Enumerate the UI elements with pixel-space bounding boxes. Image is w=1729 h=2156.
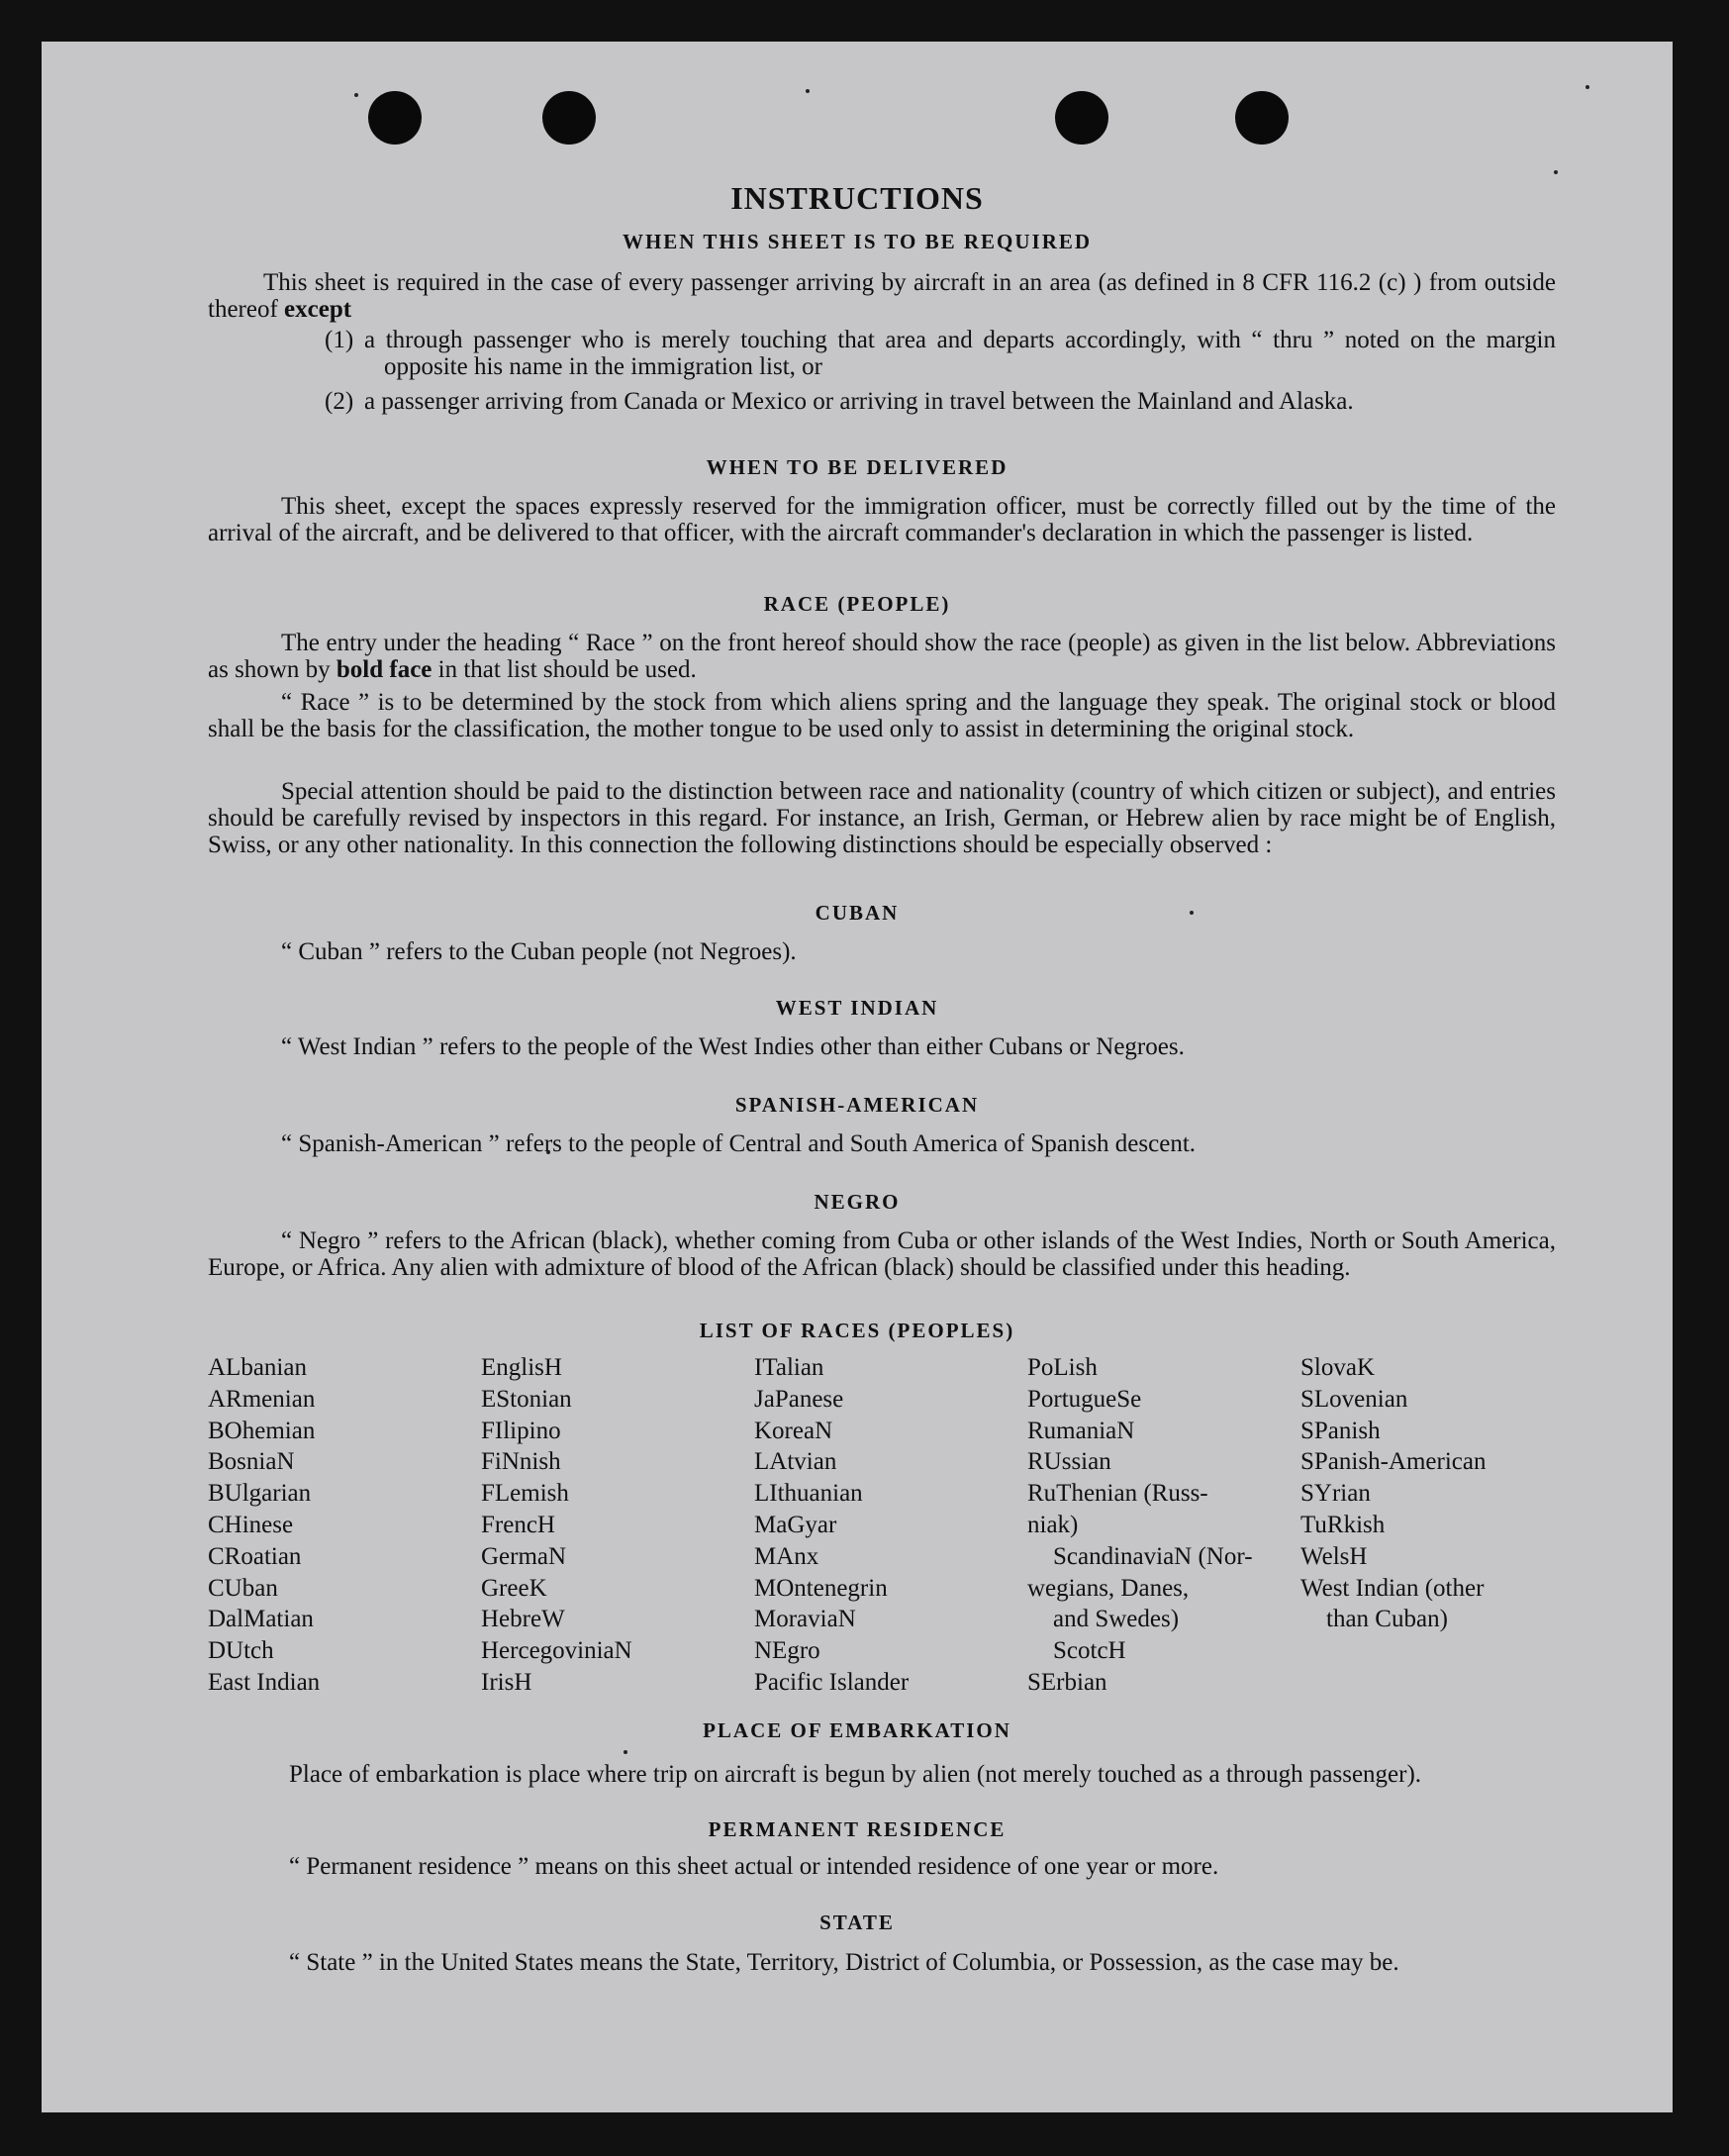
race-item: WelsH xyxy=(1300,1542,1368,1570)
negro-text: “ Negro ” refers to the African (black), whether coming from Cuba or other islands of the West Indies, North or South America, Europe, or Africa. Any alien with admixture of blood of the African (black) should be classified under this heading. xyxy=(208,1227,1556,1281)
speck xyxy=(1585,85,1589,89)
race-item: LIthuanian xyxy=(754,1480,863,1508)
state-text: “ State ” in the United States means the State, Territory, District of Columbia, or Possession, as the case may be. xyxy=(289,1949,1399,1976)
permanent-residence-text: “ Permanent residence ” means on this sheet actual or intended residence of one year or more. xyxy=(289,1853,1219,1880)
race-item: Pacific Islander xyxy=(754,1668,910,1696)
race-item: CUban xyxy=(208,1574,278,1602)
exception-1-number: (1) xyxy=(325,327,354,353)
race-para-1-b: in that list should be used. xyxy=(437,656,697,683)
race-para-2: “ Race ” is to be determined by the stock from which aliens spring and the language they speak. The original stock or blood shall be the basis for the classification, the mother tongue to be used only to assist in determining the original stock. xyxy=(208,689,1556,742)
heading-permanent-residence: PERMANENT RESIDENCE xyxy=(708,1817,1007,1841)
exception-2 xyxy=(325,388,1556,415)
race-item: niak) xyxy=(1027,1511,1079,1538)
race-item: HercegoviniaN xyxy=(481,1637,632,1665)
race-item: MAnx xyxy=(754,1542,819,1570)
race-item: PoLish xyxy=(1027,1354,1098,1381)
race-item: JaPanese xyxy=(754,1385,844,1413)
race-item: West Indian (other xyxy=(1300,1574,1485,1602)
race-item: RumaniaN xyxy=(1027,1417,1135,1444)
race-item: East Indian xyxy=(208,1668,321,1696)
race-item: SPanish xyxy=(1300,1417,1381,1444)
race-item: MaGyar xyxy=(754,1511,837,1538)
race-item: GermaN xyxy=(481,1542,567,1570)
race-item: MOntenegrin xyxy=(754,1574,888,1602)
heading-race: RACE (PEOPLE) xyxy=(763,592,951,616)
race-item: SlovaK xyxy=(1300,1354,1375,1381)
punch-hole xyxy=(542,91,596,145)
races-column-4 xyxy=(1027,1352,1253,1699)
when-required-body: This sheet is required in the case of every passenger arriving by aircraft in an area (as defined in 8 CFR 116.2 (c) ) from outside thereof xyxy=(208,269,1556,323)
race-item: PortugueSe xyxy=(1027,1385,1142,1413)
heading-place-of-embarkation: PLACE OF EMBARKATION xyxy=(703,1718,1011,1742)
race-item: SYrian xyxy=(1300,1480,1371,1508)
west-indian-text: “ West Indian ” refers to the people of the West Indies other than either Cubans or Negroes. xyxy=(281,1033,1185,1060)
races-column-3 xyxy=(754,1352,909,1699)
race-item: EnglisH xyxy=(481,1354,562,1381)
heading-when-delivered: WHEN TO BE DELIVERED xyxy=(706,455,1009,479)
race-item: FiNnish xyxy=(481,1448,561,1476)
race-item: GreeK xyxy=(481,1574,547,1602)
race-item: MoraviaN xyxy=(754,1606,856,1633)
heading-negro: NEGRO xyxy=(814,1190,901,1214)
race-item: HebreW xyxy=(481,1606,565,1633)
heading-when-required: WHEN THIS SHEET IS TO BE REQUIRED xyxy=(622,230,1093,253)
page-title: INSTRUCTIONS xyxy=(730,180,984,216)
race-item: BosniaN xyxy=(208,1448,295,1476)
exception-1-text: a through passenger who is merely touching that area and departs accordingly, with “ thru ” noted on the margin opposite his name in the immigration list, or xyxy=(364,327,1556,380)
exception-2-number: (2) xyxy=(325,388,354,415)
race-item: ARmenian xyxy=(208,1385,316,1413)
speck xyxy=(354,93,358,97)
race-item: IrisH xyxy=(481,1668,532,1696)
race-item: RuThenian (Russ- xyxy=(1027,1480,1208,1508)
instruction-sheet xyxy=(42,42,1673,2112)
punch-hole xyxy=(1055,91,1108,145)
race-item: CHinese xyxy=(208,1511,294,1538)
race-item: EStonian xyxy=(481,1385,572,1413)
exception-2-text: a passenger arriving from Canada or Mexico or arriving in travel between the Mainland and Alaska. xyxy=(364,388,1354,415)
race-item: FLemish xyxy=(481,1480,569,1508)
race-item: TuRkish xyxy=(1300,1511,1386,1538)
race-item: DalMatian xyxy=(208,1606,314,1633)
race-item: ALbanian xyxy=(208,1354,307,1381)
race-item: SPanish-American xyxy=(1300,1448,1487,1476)
race-item: ITalian xyxy=(754,1354,824,1381)
heading-state: STATE xyxy=(819,1911,895,1934)
heading-west-indian: WEST INDIAN xyxy=(775,996,939,1020)
race-item: BOhemian xyxy=(208,1417,316,1444)
race-item: FIlipino xyxy=(481,1417,561,1444)
heading-cuban: CUBAN xyxy=(815,901,900,925)
except-word: except xyxy=(284,296,352,323)
race-item: SErbian xyxy=(1027,1668,1107,1696)
embarkation-text: Place of embarkation is place where trip on aircraft is begun by alien (not merely touched as a through passenger). xyxy=(289,1761,1422,1788)
speck xyxy=(806,89,810,93)
race-item: RUssian xyxy=(1027,1448,1111,1476)
race-item: DUtch xyxy=(208,1637,274,1665)
race-item: and Swedes) xyxy=(1053,1606,1180,1633)
spanish-american-text: “ Spanish-American ” refers to the people of Central and South America of Spanish descent. xyxy=(281,1130,1197,1157)
races-column-5 xyxy=(1300,1352,1486,1635)
race-item: LAtvian xyxy=(754,1448,837,1476)
race-item: SLovenian xyxy=(1300,1385,1408,1413)
heading-spanish-american: SPANISH-AMERICAN xyxy=(734,1093,980,1117)
speck xyxy=(1554,170,1558,174)
race-item: CRoatian xyxy=(208,1542,302,1570)
speck xyxy=(624,1750,627,1754)
race-item: KoreaN xyxy=(754,1417,833,1444)
heading-list-of-races: LIST OF RACES (PEOPLES) xyxy=(699,1319,1015,1342)
race-item: ScandinaviaN (Nor- xyxy=(1053,1542,1253,1570)
race-item: BUlgarian xyxy=(208,1480,312,1508)
when-required-text xyxy=(208,269,1556,323)
race-para-1-bold: bold face xyxy=(336,656,432,683)
races-column-2 xyxy=(481,1352,632,1699)
when-delivered-text: This sheet, except the spaces expressly reserved for the immigration officer, must be correctly filled out by the time of the arrival of the aircraft, and be delivered to that officer, with the aircraft commander's declaration in which the passenger is listed. xyxy=(208,493,1556,546)
cuban-text: “ Cuban ” refers to the Cuban people (not Negroes). xyxy=(281,938,797,965)
race-para-3: Special attention should be paid to the distinction between race and nationality (country of which citizen or subject), and entries should be carefully revised by inspectors in this regard. For instance, an Irish, German, or Hebrew alien by race might be of English, Swiss, or any other nationality. In this connection the following distinctions should be especially observed : xyxy=(208,778,1556,858)
race-para-1-a: The entry under the heading “ Race ” on the front hereof should show the race (people) as given in the list below. Abbreviations as shown by xyxy=(208,630,1556,683)
race-item: FrencH xyxy=(481,1511,555,1538)
race-item: NEgro xyxy=(754,1637,820,1665)
races-column-1 xyxy=(208,1352,320,1699)
race-para-1 xyxy=(208,630,1556,683)
race-item: than Cuban) xyxy=(1326,1606,1448,1633)
race-item: ScotcH xyxy=(1053,1637,1126,1665)
punch-hole xyxy=(1235,91,1289,145)
punch-hole xyxy=(368,91,422,145)
exception-1 xyxy=(325,327,1556,380)
race-item: wegians, Danes, xyxy=(1027,1574,1190,1602)
